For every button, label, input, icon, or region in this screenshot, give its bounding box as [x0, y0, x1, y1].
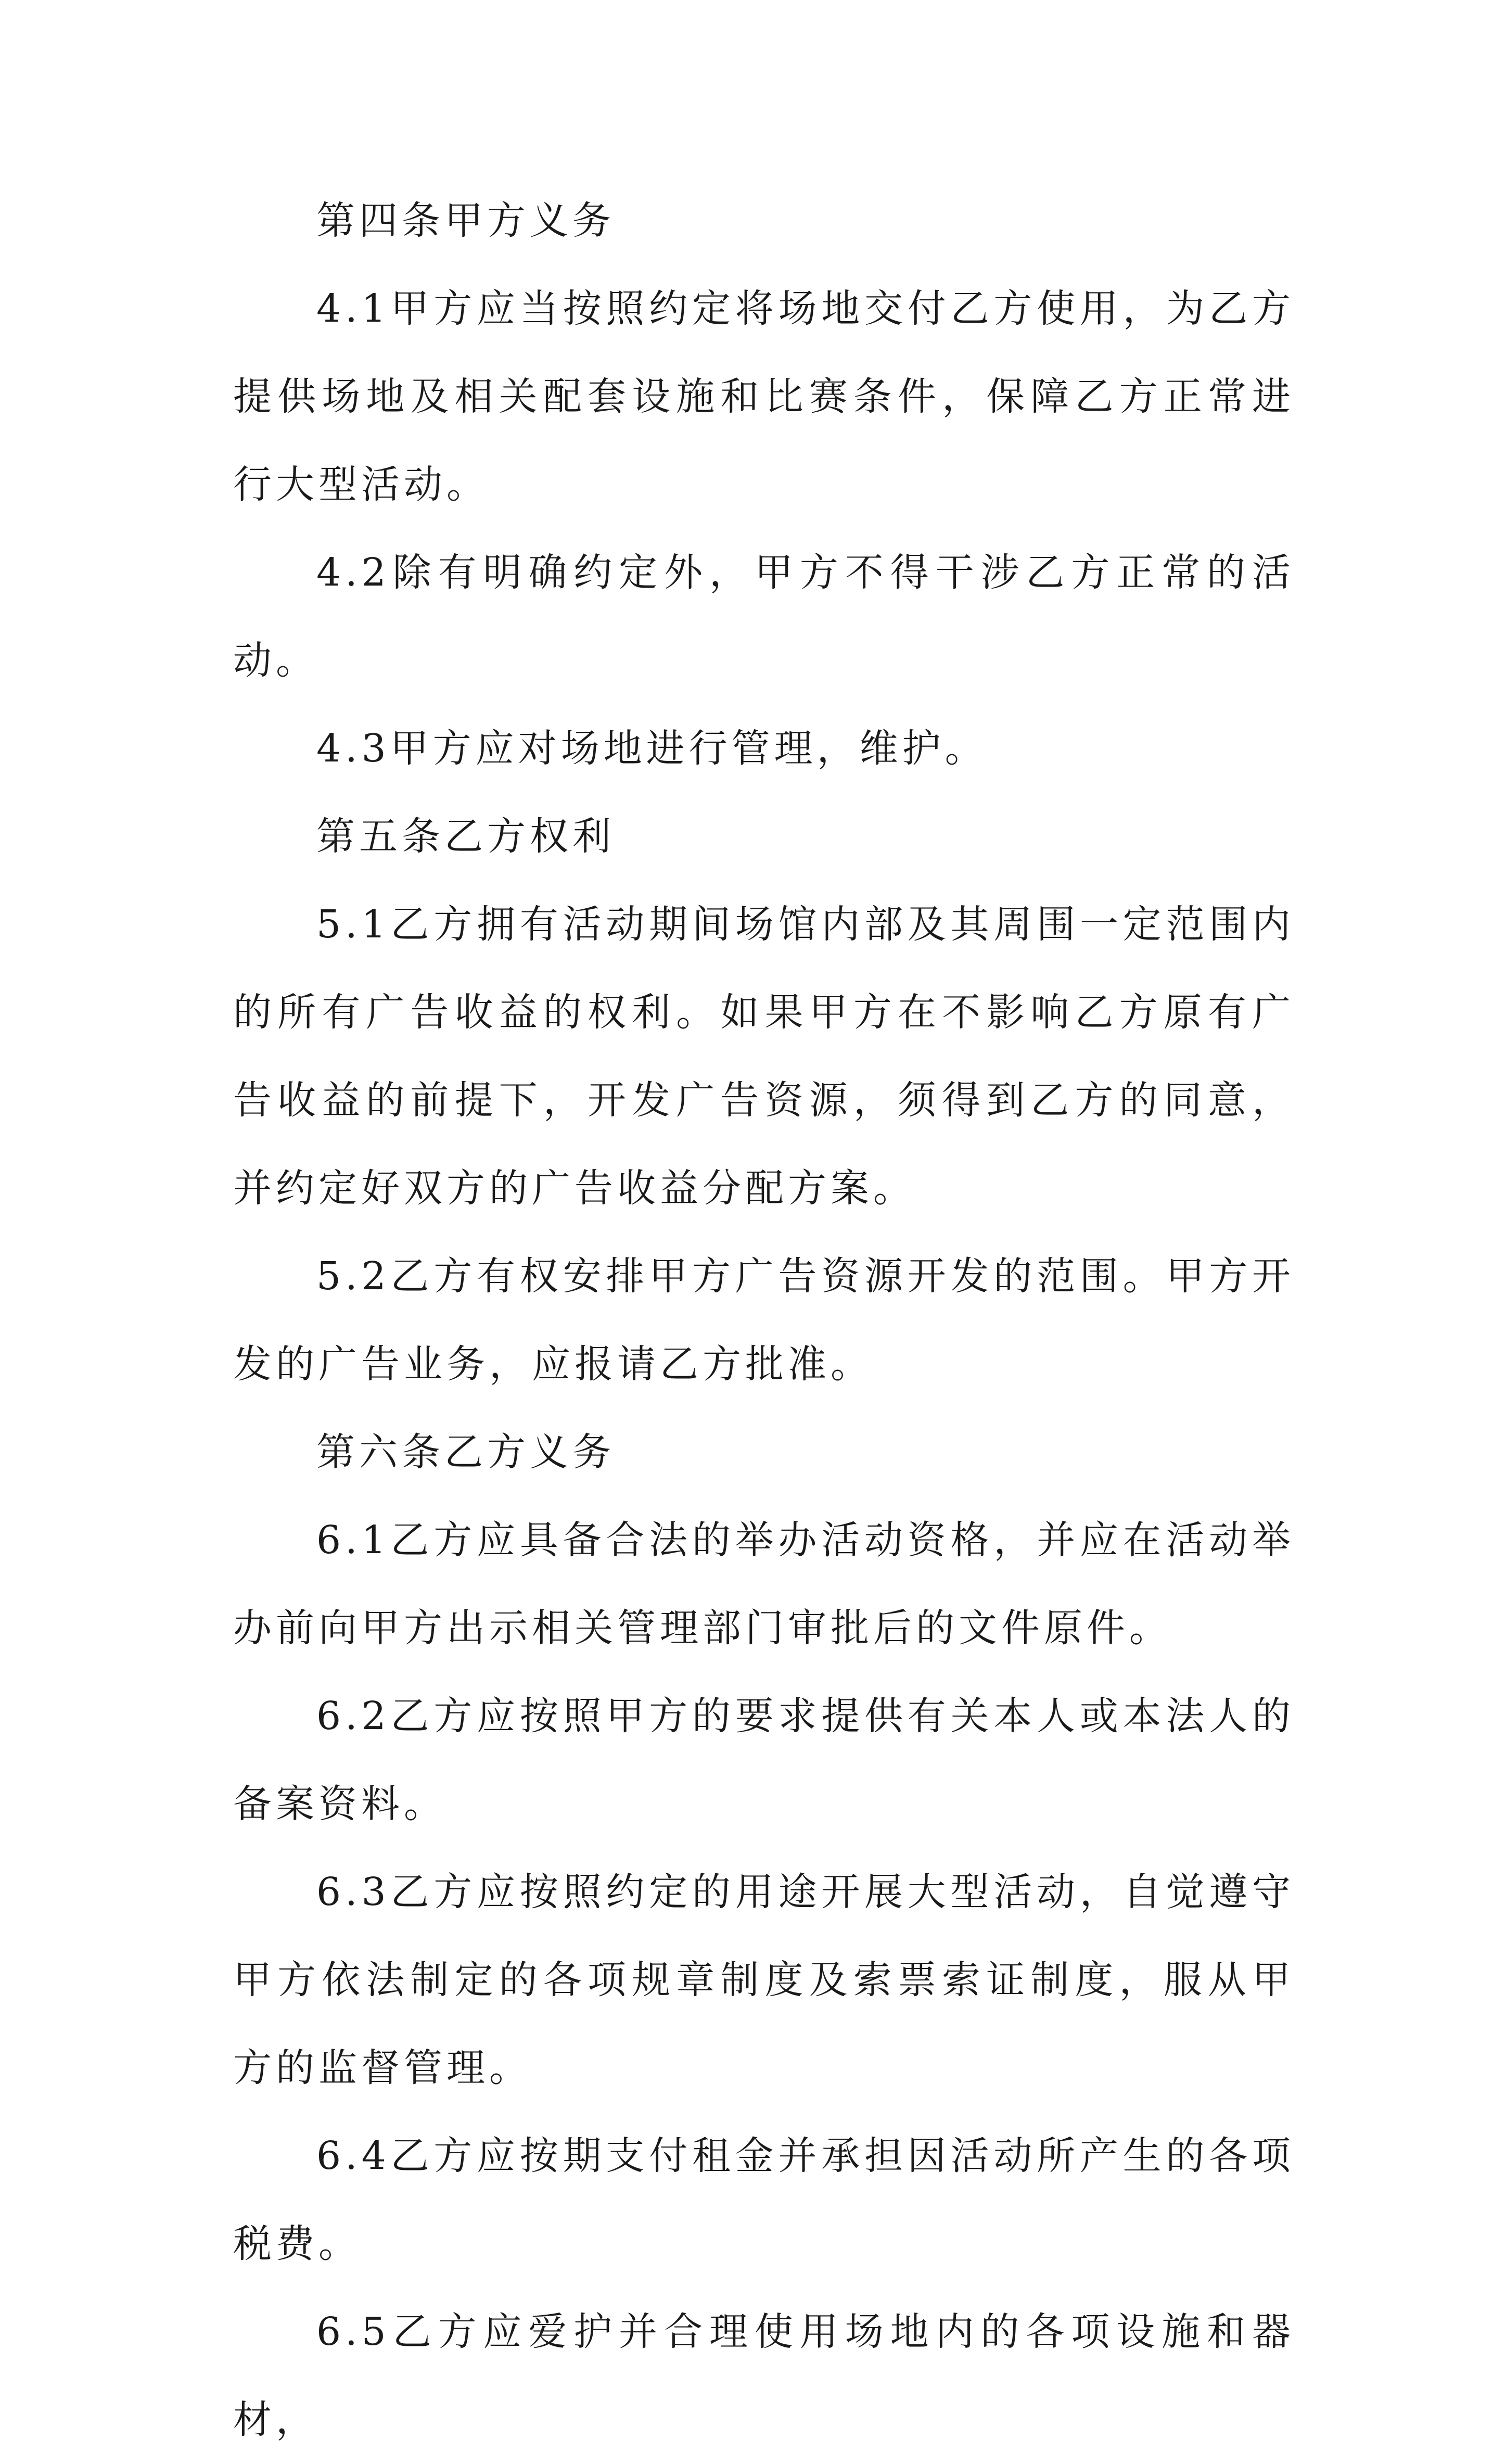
- clause-6-5: 6.5乙方应爱护并合理使用场地内的各项设施和器材，: [233, 2309, 1295, 2442]
- clause-5-2: 5.2乙方有权安排甲方广告资源开发的范围。甲方开发的广告业务，应报请乙方批准。: [233, 1254, 1295, 1387]
- clause-4-1: 4.1甲方应当按照约定将场地交付乙方使用，为乙方提供场地及相关配套设施和比赛条件，保障乙方正常进行大型活动。: [233, 286, 1295, 507]
- clause-4-2: 4.2除有明确约定外，甲方不得干涉乙方正常的活动。: [233, 550, 1295, 683]
- article-4-heading: 第四条甲方义务: [316, 198, 615, 243]
- article-5-heading: 第五条乙方权利: [316, 814, 615, 859]
- document-page: [233, 177, 1295, 2464]
- clause-6-2: 6.2乙方应按照甲方的要求提供有关本人或本法人的备案资料。: [233, 1694, 1295, 1826]
- clause-6-4: 6.4乙方应按期支付租金并承担因活动所产生的各项税费。: [233, 2133, 1295, 2266]
- article-6-heading: 第六条乙方义务: [316, 1430, 615, 1475]
- clause-6-3: 6.3乙方应按照约定的用途开展大型活动，自觉遵守甲方依法制定的各项规章制度及索票索证制度，服从甲方的监督管理。: [233, 1870, 1295, 2090]
- clause-4-3: 4.3甲方应对场地进行管理，维护。: [316, 726, 988, 771]
- clause-6-1: 6.1乙方应具备合法的举办活动资格，并应在活动举办前向甲方出示相关管理部门审批后的文件原件。: [233, 1518, 1295, 1650]
- clause-5-1: 5.1乙方拥有活动期间场馆内部及其周围一定范围内的所有广告收益的权利。如果甲方在不影响乙方原有广告收益的前提下，开发广告资源，须得到乙方的同意，并约定好双方的广告收益分配方案。: [233, 902, 1295, 1211]
